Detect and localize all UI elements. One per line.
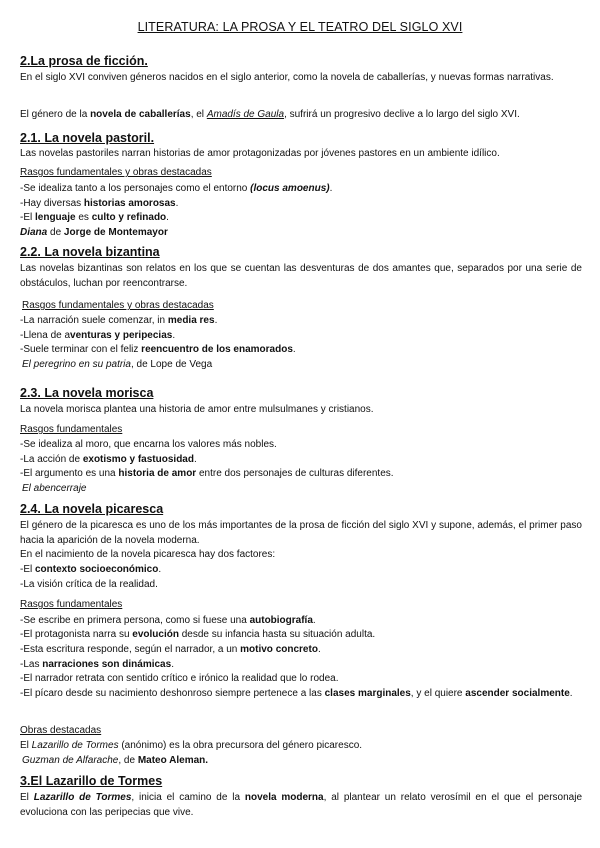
picaresca-factor-2: -La visión crítica de la realidad.	[20, 579, 158, 590]
section-heading-pastoril: 2.1. La novela pastoril.	[20, 131, 155, 145]
picaresca-rasgo-4: -Las narraciones son dinámicas.	[20, 659, 174, 670]
picaresca-obra-2: Guzman de Alfarache, de Mateo Aleman.	[22, 755, 209, 766]
section-heading-morisca: 2.3. La novela morisca	[20, 386, 154, 400]
pastoril-subheading: Rasgos fundamentales y obras destacadas	[20, 167, 212, 178]
morisca-intro: La novela morisca plantea una historia de amor entre mulsulmanes y cristianos.	[20, 404, 374, 415]
morisca-item-3: -El argumento es una historia de amor entre dos personajes de culturas diferentes.	[20, 468, 394, 479]
bizantina-intro: Las novelas bizantinas son relatos en los que se cuentan las desventuras de dos amantes que, separados por una serie de obstáculos, luchan por reencontrarse.	[20, 263, 582, 289]
picaresca-rasgo-3: -Esta escritura responde, según el narrador, a un motivo concreto.	[20, 644, 321, 655]
morisca-subheading: Rasgos fundamentales	[20, 424, 123, 435]
lazarillo-paragraph: El Lazarillo de Tormes, inicia el camino de la novela moderna, al plantear un relato verosímil en el que el personaje evoluciona con las peripecias que vive.	[20, 792, 583, 818]
pastoril-item-1: -Se idealiza tanto a los personajes como el entorno (locus amoenus).	[20, 183, 333, 194]
picaresca-rasgo-1: -Se escribe en primera persona, como si fuese una autobiografía.	[20, 615, 316, 626]
bizantina-work: El peregrino en su patria, de Lope de Vega	[22, 359, 213, 370]
bizantina-item-1: -La narración suele comenzar, in media res.	[20, 315, 218, 326]
section-heading-prosa-ficcion: 2.La prosa de ficción.	[20, 54, 148, 68]
section-heading-bizantina: 2.2. La novela bizantina	[20, 245, 160, 259]
morisca-item-1: -Se idealiza al moro, que encarna los valores más nobles.	[20, 439, 277, 450]
bizantina-subheading: Rasgos fundamentales y obras destacadas	[22, 300, 214, 311]
amadis-title: Amadís de Gaula	[206, 109, 285, 120]
pastoril-intro: Las novelas pastoriles narran historias de amor protagonizadas por jóvenes pastores en un ambiente idílico.	[20, 148, 500, 159]
picaresca-factores-intro: En el nacimiento de la novela picaresca hay dos factores:	[20, 549, 276, 560]
morisca-work: El abencerraje	[22, 483, 87, 494]
paragraph-caballerias: El género de la novela de caballerías, el Amadís de Gaula, sufrirá un progresivo declive a lo largo del siglo XVI.	[20, 109, 520, 120]
morisca-item-2: -La acción de exotismo y fastuosidad.	[20, 454, 197, 465]
picaresca-intro: El género de la picaresca es uno de los más importantes de la prosa de ficción del siglo XVI y supone, además, el primer paso hacia la aparición de la novela moderna.	[20, 520, 582, 546]
picaresca-factor-1: -El contexto socioeconómico.	[20, 564, 162, 575]
section-heading-picaresca: 2.4. La novela picaresca	[20, 502, 164, 516]
bizantina-item-3: -Suele terminar con el feliz reencuentro de los enamorados.	[20, 344, 296, 355]
picaresca-rasgo-5: -El narrador retrata con sentido crítico e irónico la realidad que lo rodea.	[20, 673, 339, 684]
picaresca-obra-1: El Lazarillo de Tormes (anónimo) es la obra precursora del género picaresco.	[20, 740, 363, 751]
picaresca-rasgo-2: -El protagonista narra su evolución desde su infancia hasta su situación adulta.	[20, 629, 376, 640]
document-title: LITERATURA: LA PROSA Y EL TEATRO DEL SIGLO XVI	[137, 20, 463, 34]
picaresca-obras-subheading: Obras destacadas	[20, 725, 102, 736]
pastoril-item-3: -El lenguaje es culto y refinado.	[20, 212, 169, 223]
picaresca-rasgo-6: -El pícaro desde su nacimiento deshonroso siempre pertenece a las clases marginales, y el quiere ascender socialmente.	[20, 688, 573, 699]
pastoril-work: Diana de Jorge de Montemayor	[20, 227, 168, 238]
section-heading-lazarillo: 3.El Lazarillo de Tormes	[20, 774, 163, 788]
picaresca-subheading: Rasgos fundamentales	[20, 599, 123, 610]
paragraph-siglo-xvi: En el siglo XVI conviven géneros nacidos en el siglo anterior, como la novela de caballerías, y nuevas formas narrativas.	[20, 72, 554, 83]
pastoril-item-2: -Hay diversas historias amorosas.	[20, 198, 179, 209]
bizantina-item-2: -Llena de aventuras y peripecias.	[20, 330, 176, 341]
